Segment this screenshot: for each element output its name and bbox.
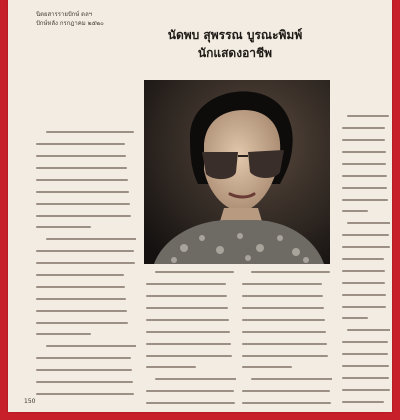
text-line bbox=[146, 271, 236, 280]
text-line bbox=[342, 306, 390, 315]
text-line bbox=[36, 393, 136, 402]
text-line bbox=[342, 210, 390, 219]
text-line bbox=[242, 402, 332, 408]
text-line bbox=[342, 294, 390, 303]
text-line bbox=[242, 271, 332, 280]
text-line bbox=[342, 187, 390, 196]
article-body-column-right bbox=[342, 112, 390, 408]
text-line bbox=[36, 215, 136, 224]
text-line bbox=[36, 203, 136, 212]
text-line bbox=[342, 234, 390, 243]
text-line bbox=[342, 365, 390, 374]
article-title bbox=[150, 26, 320, 62]
text-line bbox=[342, 270, 390, 279]
text-line bbox=[242, 319, 332, 328]
article-body-column-center bbox=[242, 268, 332, 408]
text-line bbox=[342, 199, 390, 208]
page-number: 150 bbox=[24, 398, 36, 405]
text-line bbox=[342, 222, 390, 231]
text-line bbox=[242, 390, 332, 399]
text-line bbox=[146, 390, 236, 399]
article-title-subtitle: นักแสดงอาชีพ bbox=[197, 46, 273, 60]
article-body-column-middle bbox=[146, 268, 236, 408]
portrait-photo bbox=[144, 80, 330, 264]
text-line bbox=[242, 355, 332, 364]
text-line bbox=[342, 317, 390, 326]
text-line bbox=[242, 366, 332, 375]
text-line bbox=[342, 353, 390, 362]
text-line bbox=[342, 258, 390, 267]
text-line bbox=[36, 322, 136, 331]
text-line bbox=[342, 329, 390, 338]
text-line bbox=[342, 377, 390, 386]
text-line bbox=[342, 115, 390, 124]
text-line bbox=[36, 298, 136, 307]
text-line bbox=[36, 274, 136, 283]
text-line bbox=[36, 310, 136, 319]
text-line bbox=[36, 250, 136, 259]
text-line bbox=[146, 378, 236, 387]
text-line bbox=[36, 179, 136, 188]
text-line bbox=[242, 307, 332, 316]
text-line bbox=[242, 295, 332, 304]
text-line bbox=[146, 331, 236, 340]
text-line bbox=[146, 366, 236, 375]
text-line bbox=[36, 345, 136, 354]
text-line bbox=[36, 369, 136, 378]
article-body-column-left bbox=[36, 128, 136, 404]
text-line bbox=[242, 378, 332, 387]
text-line bbox=[242, 331, 332, 340]
text-line bbox=[36, 357, 136, 366]
text-line bbox=[242, 343, 332, 352]
text-line bbox=[146, 307, 236, 316]
text-line bbox=[342, 389, 390, 398]
text-line bbox=[36, 262, 136, 271]
text-line bbox=[342, 139, 390, 148]
text-line bbox=[36, 226, 136, 235]
text-line bbox=[36, 155, 136, 164]
text-line bbox=[36, 238, 136, 247]
text-line bbox=[36, 286, 136, 295]
magazine-name: นิตยสารรายปักษ์ ดลฯ bbox=[36, 11, 93, 18]
portrait-illustration bbox=[144, 80, 330, 264]
text-line bbox=[342, 341, 390, 350]
text-line bbox=[342, 151, 390, 160]
text-line bbox=[342, 163, 390, 172]
text-line bbox=[146, 319, 236, 328]
text-line bbox=[36, 381, 136, 390]
text-line bbox=[146, 343, 236, 352]
text-line bbox=[342, 175, 390, 184]
text-line bbox=[342, 127, 390, 136]
text-line bbox=[242, 283, 332, 292]
article-title-name: นัดพบ สุพรรณ บูรณะพิมพ์ bbox=[167, 28, 303, 42]
text-line bbox=[342, 401, 390, 408]
magazine-page bbox=[8, 0, 392, 412]
text-line bbox=[36, 333, 136, 342]
issue-date: ปักษ์หลัง กรกฎาคม ๒๕๒๐ bbox=[36, 20, 104, 27]
text-line bbox=[36, 167, 136, 176]
text-line bbox=[146, 283, 236, 292]
issue-header bbox=[36, 10, 136, 28]
text-line bbox=[36, 143, 136, 152]
text-line bbox=[146, 355, 236, 364]
text-line bbox=[146, 295, 236, 304]
text-line bbox=[36, 191, 136, 200]
text-line bbox=[342, 282, 390, 291]
text-line bbox=[36, 131, 136, 140]
text-line bbox=[146, 402, 236, 408]
text-line bbox=[342, 246, 390, 255]
